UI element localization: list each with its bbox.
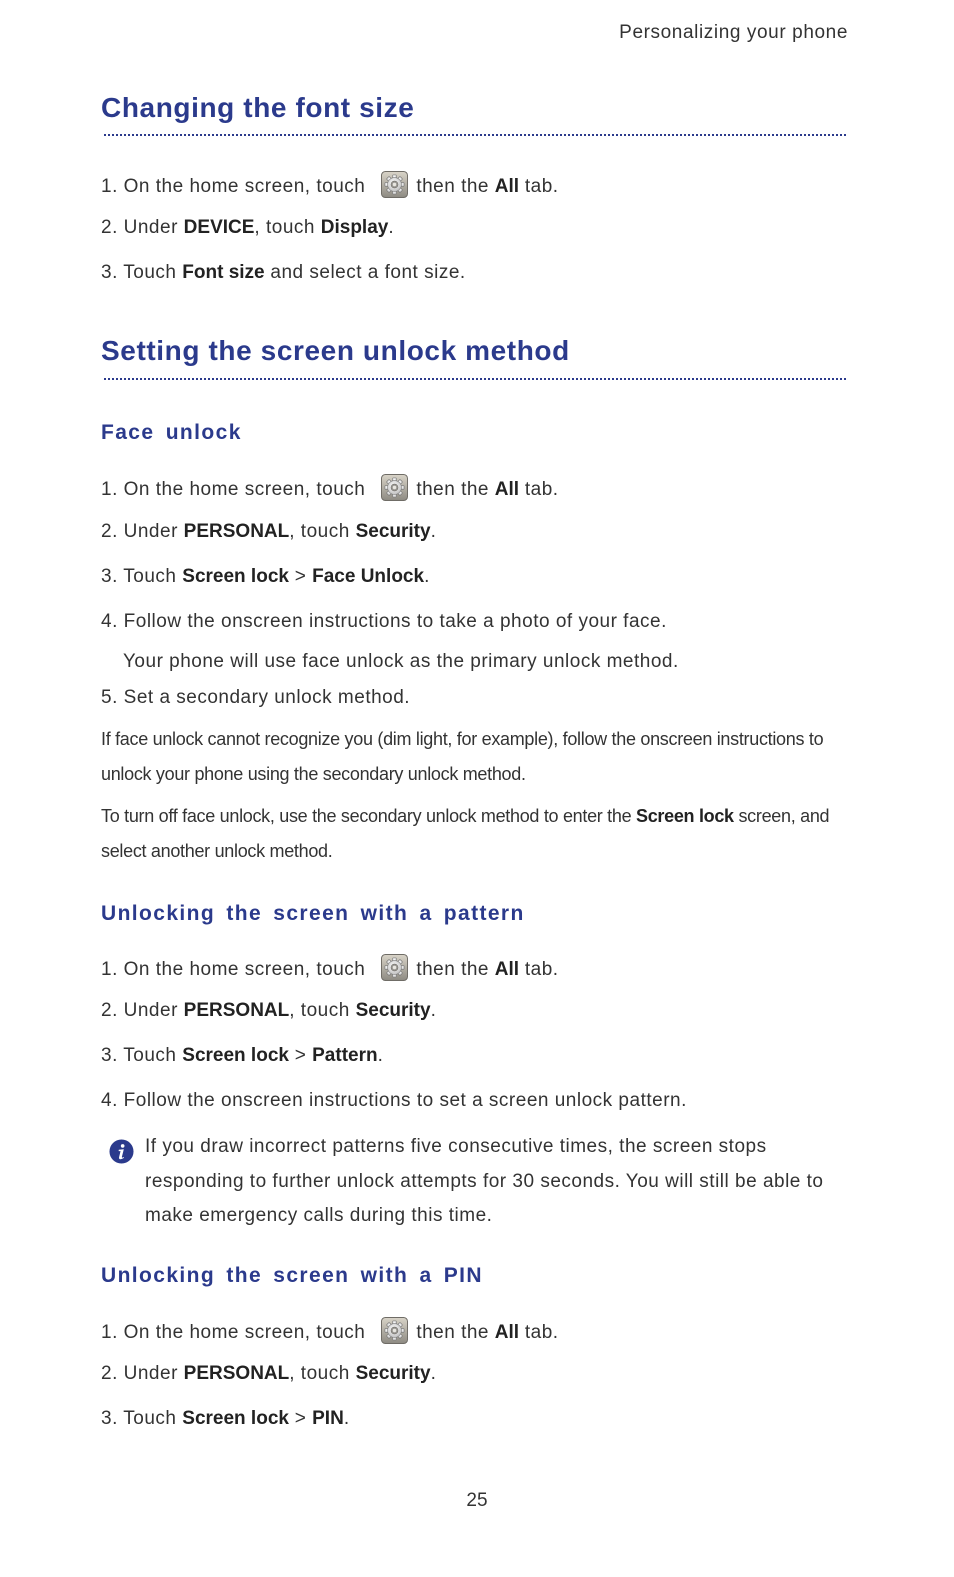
info-icon	[109, 1139, 134, 1164]
step-number: 1.	[101, 176, 118, 197]
step-text: Follow the onscreen instructions to take a photo of your face.	[123, 611, 667, 632]
ui-label: PIN	[312, 1408, 344, 1429]
settings-gear-icon	[381, 474, 408, 501]
step-number: 4.	[101, 1090, 118, 1111]
font-size-step-3	[101, 262, 466, 284]
subsection-title-pin-unlock: Unlocking the screen with a PIN	[101, 1264, 483, 1287]
step-number: 3.	[101, 1045, 118, 1066]
ui-label: Security	[355, 1363, 431, 1384]
step-text: then the	[416, 176, 489, 197]
ui-label: Font size	[182, 262, 265, 283]
step-number: 5.	[101, 687, 118, 708]
step-number: 3.	[101, 566, 118, 587]
pin-unlock-step-3	[101, 1408, 350, 1430]
step-number: 3.	[101, 1408, 118, 1429]
step-text: tab.	[524, 959, 559, 980]
face-unlock-step-5	[101, 687, 410, 709]
step-text: , touch	[289, 521, 350, 542]
section-divider	[104, 378, 846, 380]
step-number: 3.	[101, 262, 118, 283]
ui-label: Pattern	[312, 1045, 378, 1066]
step-text: Under	[123, 521, 178, 542]
step-text: On the home screen, touch	[123, 479, 366, 500]
step-text: tab.	[524, 176, 559, 197]
ui-label: All	[494, 1322, 520, 1343]
settings-gear-icon	[381, 954, 408, 981]
step-text: On the home screen, touch	[123, 959, 366, 980]
subsection-title-pattern-unlock: Unlocking the screen with a pattern	[101, 902, 525, 925]
section-title-unlock-method: Setting the screen unlock method	[101, 335, 570, 366]
step-number: 2.	[101, 521, 118, 542]
step-number: 2.	[101, 217, 118, 238]
step-text: then the	[416, 479, 489, 500]
face-unlock-step-1	[101, 474, 559, 501]
ui-label: DEVICE	[183, 217, 255, 238]
step-text: Touch	[123, 1045, 177, 1066]
step-number: 4.	[101, 611, 118, 632]
ui-label: Screen lock	[182, 1408, 289, 1429]
step-text: .	[430, 1000, 437, 1021]
ui-label: Security	[355, 521, 431, 542]
ui-label: All	[494, 479, 520, 500]
font-size-step-2	[101, 217, 394, 239]
separator: >	[294, 1045, 307, 1066]
pattern-unlock-step-1	[101, 954, 559, 981]
step-number: 1.	[101, 959, 118, 980]
step-text: Set a secondary unlock method.	[123, 687, 411, 708]
step-text: Follow the onscreen instructions to set a screen unlock pattern.	[123, 1090, 687, 1111]
subsection-title-face-unlock: Face unlock	[101, 421, 242, 444]
step-text: .	[343, 1408, 350, 1429]
pin-unlock-step-1	[101, 1317, 559, 1344]
ui-label: Screen lock	[182, 1045, 289, 1066]
step-text: Touch	[123, 262, 177, 283]
face-unlock-step-2	[101, 521, 436, 543]
step-text: .	[430, 521, 437, 542]
step-text: Under	[123, 217, 178, 238]
pattern-unlock-step-2	[101, 1000, 436, 1022]
settings-gear-icon	[381, 1317, 408, 1344]
ui-label: PERSONAL	[183, 521, 290, 542]
step-number: 2.	[101, 1000, 118, 1021]
ui-label: Screen lock	[182, 566, 289, 587]
face-unlock-step-3	[101, 566, 430, 588]
step-text: , touch	[289, 1363, 350, 1384]
step-number: 1.	[101, 1322, 118, 1343]
pattern-unlock-step-4	[101, 1090, 687, 1112]
separator: >	[294, 1408, 307, 1429]
step-text: tab.	[524, 1322, 559, 1343]
section-divider	[104, 134, 846, 136]
step-text: Under	[123, 1363, 178, 1384]
step-text: Touch	[123, 1408, 177, 1429]
step-text: On the home screen, touch	[123, 1322, 366, 1343]
ui-label: Face Unlock	[312, 566, 425, 587]
pin-unlock-step-2	[101, 1363, 436, 1385]
face-unlock-disable-paragraph	[101, 799, 851, 869]
ui-label: Display	[320, 217, 389, 238]
face-unlock-step-4-result: Your phone will use face unlock as the primary unlock method.	[123, 651, 679, 672]
step-number: 1.	[101, 479, 118, 500]
section-title-font-size: Changing the font size	[101, 92, 415, 123]
step-text: then the	[416, 1322, 489, 1343]
step-text: .	[388, 217, 395, 238]
separator: >	[294, 566, 307, 587]
ui-label: PERSONAL	[183, 1000, 290, 1021]
pattern-attempts-note: If you draw incorrect patterns five consecutive times, the screen stops responding to further unlock attempts for 30 seconds. You will still be able to make emergency calls during this time.	[145, 1136, 824, 1226]
step-text: .	[377, 1045, 384, 1066]
font-size-step-1	[101, 171, 559, 198]
face-unlock-step-4	[101, 611, 667, 633]
step-text: then the	[416, 959, 489, 980]
ui-label: Security	[355, 1000, 431, 1021]
ui-label: PERSONAL	[183, 1363, 290, 1384]
paragraph-text: screen, and select another unlock method.	[101, 806, 830, 861]
face-unlock-fallback-paragraph: If face unlock cannot recognize you (dim light, for example), follow the onscreen instructions to unlock your phone using the secondary unlock method.	[101, 729, 824, 784]
settings-gear-icon	[381, 171, 408, 198]
page-number: 25	[466, 1490, 488, 1511]
step-text: .	[430, 1363, 437, 1384]
step-text: tab.	[524, 479, 559, 500]
paragraph-text: To turn off face unlock, use the secondary unlock method to enter the	[101, 806, 632, 826]
step-text: Under	[123, 1000, 178, 1021]
ui-label: Screen lock	[636, 806, 734, 826]
step-text: Touch	[123, 566, 177, 587]
step-text: , touch	[254, 217, 315, 238]
pattern-unlock-step-3	[101, 1045, 383, 1067]
step-text: On the home screen, touch	[123, 176, 366, 197]
step-text: and select a font size.	[270, 262, 466, 283]
step-text: , touch	[289, 1000, 350, 1021]
step-number: 2.	[101, 1363, 118, 1384]
ui-label: All	[494, 176, 520, 197]
ui-label: All	[494, 959, 520, 980]
step-text: .	[424, 566, 430, 587]
running-header: Personalizing your phone	[619, 22, 848, 43]
